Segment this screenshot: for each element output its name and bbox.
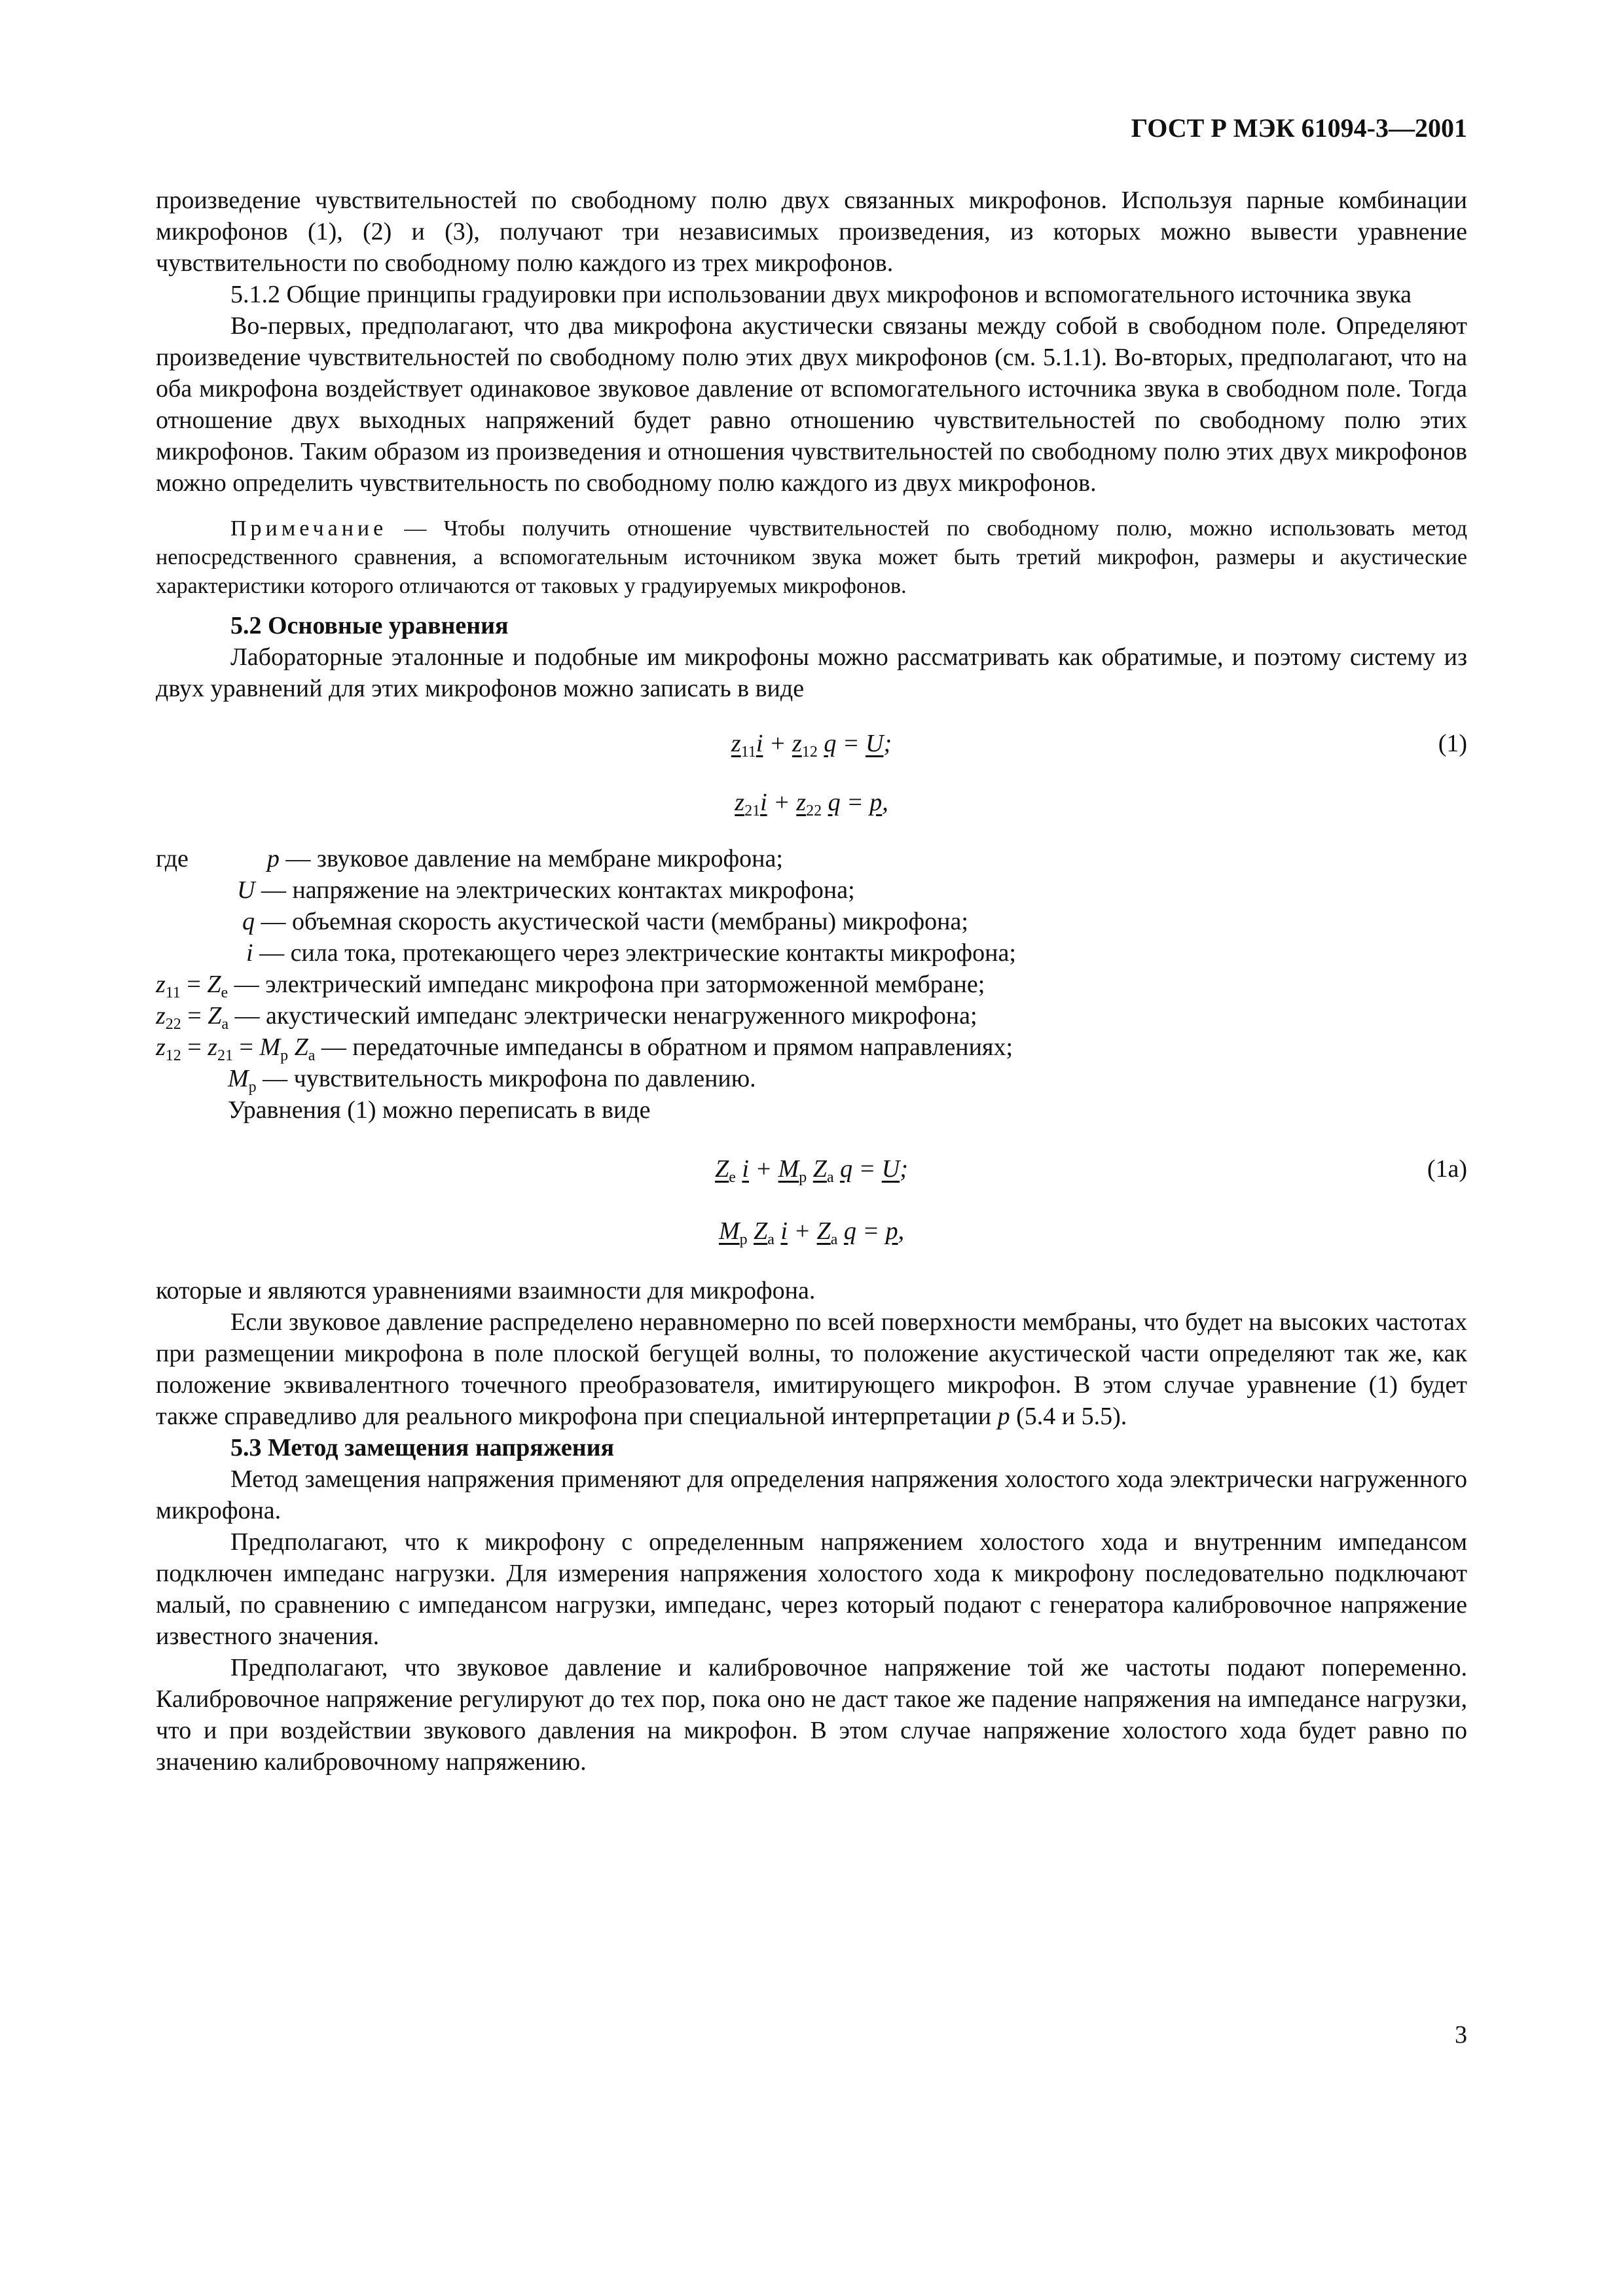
equation-1-number: (1) [1438,730,1467,757]
note-label: Примечание [230,516,388,541]
equation-1-line-2: $z_{21}i + z_{22}$ q = p, [735,789,888,819]
note-text: — Чтобы получить отношение чувствительностей по свободному полю, можно использовать метод непосредственного сравнения, а вспомогательным источником звука может быть третий микрофон, размеры и акустические характеристики которого отличаются от таковых у градуируемых микрофонов. [156,516,1467,598]
section-5-2-heading: 5.2 Основные уравнения [230,612,509,639]
section-5-2-intro: Лабораторные эталонные и подобные им микрофоны можно рассматривать как обратимые, и поэтому систему из двух уравнений для этих микрофонов можно записать в виде [156,643,1467,702]
rewrite-text-row [156,1094,1467,1126]
paragraph-nonuniform-pressure: Если звуковое давление распределено неравномерно по всей поверхности мембраны, что будет на высоких частотах при размещении микрофона в поле плоской бегущей волны, то положение акустической части определяют так же, как положение эквивалентного точечного преобразователя, имитирующего микрофон. В этом случае уравнение (1) будет также справедливо для реального микрофона при специальной интерпретации p (5.4 и 5.5). [156,1308,1467,1430]
section-5-3-heading: 5.3 Метод замещения напряжения [230,1434,615,1462]
page-content [156,185,1467,1778]
rewrite-text: Уравнения (1) можно переписать в виде [228,1096,651,1124]
definition-u: U — напряжение на электрических контактах микрофона; [237,876,855,904]
document-header: ГОСТ Р МЭК 61094-3—2001 [1131,113,1467,143]
subsection-5-1-2-title: 5.1.2 Общие принципы градуировки при использовании двух микрофонов и вспомогательного источника звука [230,281,1412,308]
equation-1-block [156,715,1467,839]
reciprocity-statement: которые и являются уравнениями взаимности для микрофона. [156,1277,816,1304]
note-paragraph [156,514,1467,601]
equation-1-line-1: $z_{11}i + z_{12}$ q = U; (1) [156,728,1467,759]
definition-z22: $z_{22} = Z_a$ — акустический импеданс электрически ненагруженного микрофона; [156,1002,977,1033]
section-5-3-para-1: Метод замещения напряжения применяют для определения напряжения холостого хода электрически нагруженного микрофона. [156,1465,1467,1524]
equation-1a-number: (1а) [1427,1155,1467,1183]
section-5-3-para-3: Предполагают, что звуковое давление и калибровочное напряжение той же частоты подают попеременно. Калибровочное напряжение регулируют до тех пор, пока оно не даст такое же падение напряжения на импедансе нагрузки, что и при воздействии звукового давления на микрофон. В этом случае напряжение холостого хода будет равно по значению калибровочному напряжению. [156,1654,1467,1776]
definition-z11: $z_{11} = Z_e$ — электрический импеданс микрофона при заторможенной мембране; [156,971,985,1001]
section-5-3-para-2: Предполагают, что к микрофону с определенным напряжением холостого хода и внутренним импедансом подключен импеданс нагрузки. Для измерения напряжения холостого хода к микрофону последовательно подключают малый, по сравнению с импедансом нагрузки, импеданс, через который подают с генератора калибровочное напряжение известного значения. [156,1528,1467,1650]
equation-1a-block [156,1140,1467,1271]
definition-q: q — объемная скорость акустической части (мембраны) микрофона; [242,908,968,935]
page-number: 3 [1455,2021,1467,2049]
paragraph-continuation: произведение чувствительностей по свободному полю двух связанных микрофонов. Используя парные комбинации микрофонов (1), (2) и (3), получают три независимых произведения, из которых можно вывести уравнение чувствительности по свободному полю каждого из трех микрофонов. [156,187,1467,277]
equation-1a-line-2: $M_p$ $Z_a$ $i + Z_a$ q = p, [718,1217,905,1248]
equation-1a-line-1: $Z_e$ $i + M_p$ $Z_a$ q = U; (1а) [156,1153,1467,1185]
definitions-list [156,843,1467,1128]
definition-i: i — сила тока, протекающего через электрические контакты микрофона; [246,939,1016,967]
definition-z12: $z_{12} = z_{21} = M_p$ $Z_a$ — передаточные импедансы в обратном и прямом направлениях; [156,1033,1013,1064]
paragraph-two-mic-principle: Во-первых, предполагают, что два микрофона акустически связаны между собой в свободном поле. Определяют произведение чувствительностей по свободному полю этих двух микрофонов (см. 5.1.1). Во-вторых, предполагают, что на оба микрофона воздействует одинаковое звуковое давление от вспомогательного источника звука в свободном поле. Тогда отношение двух выходных напряжений будет равно отношению чувствительностей по свободному полю этих микрофонов. Таким образом из произведения и отношения чувствительностей по свободному полю этих двух микрофонов можно определить чувствительность по свободному полю каждого из двух микрофонов. [156,312,1467,497]
definition-p: где p — звуковое давление на мембране микрофона; [156,845,783,872]
definition-mp: $M_p$ — чувствительность микрофона по давлению. [228,1065,756,1096]
where-word: где [156,845,189,872]
